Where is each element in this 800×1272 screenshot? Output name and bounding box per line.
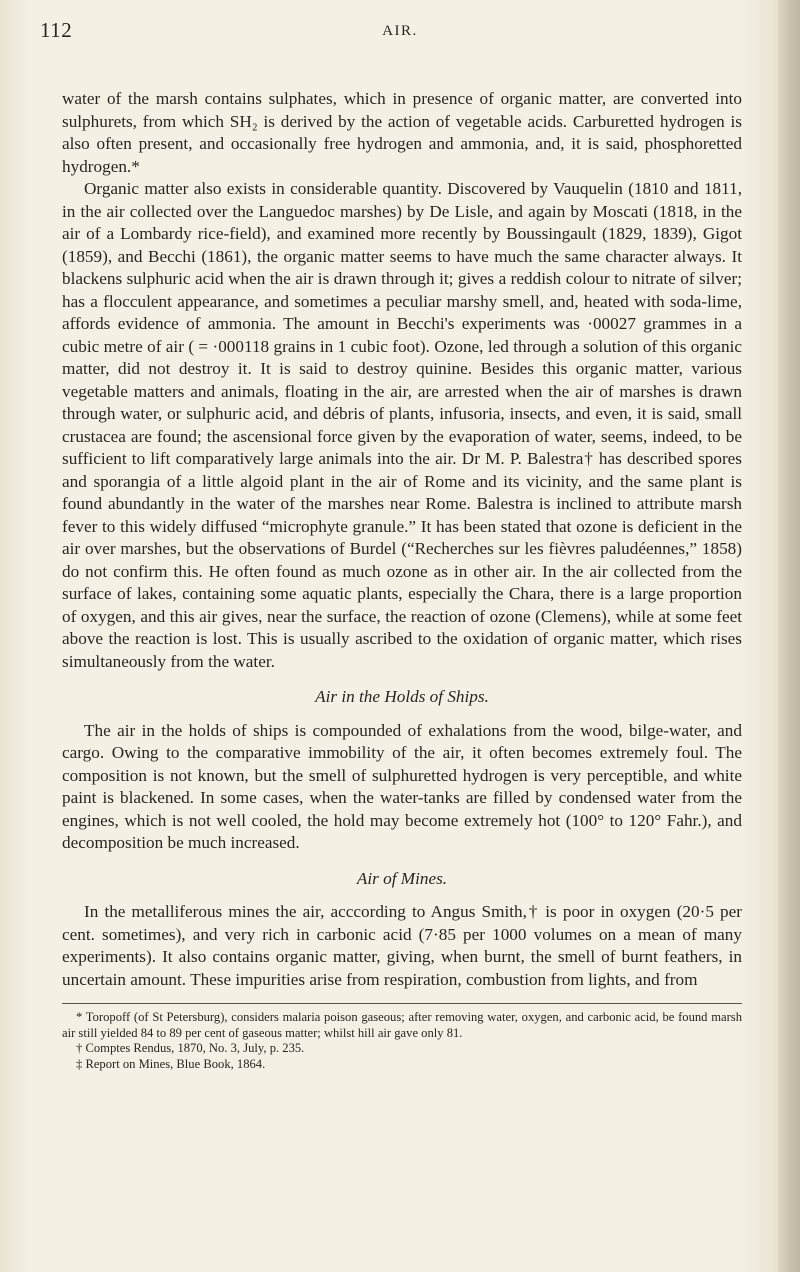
running-head: AIR. <box>382 23 418 39</box>
footnote-double-dagger: ‡ Report on Mines, Blue Book, 1864. <box>76 1056 266 1071</box>
section-heading-ship-holds: Air in the Holds of Ships. <box>315 687 489 706</box>
page-header <box>40 18 760 48</box>
section-heading-mines: Air of Mines. <box>356 868 448 888</box>
adjacent-page-edge <box>778 0 800 1272</box>
footnote-asterisk: * Toropoff (of St Petersburg), considers malaria poison gaseous; after removing water, oxygen, and carbonic acid, be found marsh air still yielded 84 to 89 per cent of gaseous matter; whilst hill air gave only 81. <box>62 1010 742 1040</box>
footnote-dagger: † Comptes Rendus, 1870, No. 3, July, p. 235. <box>76 1041 305 1055</box>
paragraph-marsh-gases: water of the marsh contains sulphates, which in presence of organic matter, are converted into sulphurets, from which SH₂ is derived by the action of vegetable acids. Carburetted hydrogen is also often present, and occasionally free hydrogen and ammonia, and, it is said, phosphoretted hydrogen.* <box>62 89 742 176</box>
paragraph-mines: In the metalliferous mines the air, acccording to Angus Smith,† is poor in oxygen (20·5 per cent. sometimes), and very rich in carbonic acid (7·85 per 1000 volumes on a mean of many experiments). It also contains organic matter, giving, when burnt, the smell of burnt feathers, in uncertain amount. These impurities arise from respiration, combustion from lights, and from <box>62 902 742 989</box>
paragraph-ship-holds: The air in the holds of ships is compounded of exhalations from the wood, bilge-water, and cargo. Owing to the comparative immobility of the air, it often becomes extremely foul. The composition is not known, but the smell of sulphuretted hydrogen is very perceptible, and white paint is blackened. In some cases, when the water-tanks are filled by condensed water from the engines, which is not well cooled, the hold may become extremely hot (100° to 120° Fahr.), and decomposition be much increased. <box>62 720 742 852</box>
page-body <box>62 88 742 1072</box>
footnote-divider <box>62 1003 742 1004</box>
footnotes <box>62 1010 742 1072</box>
page-number: 112 <box>40 18 73 42</box>
paragraph-organic-matter: Organic matter also exists in considerable quantity. Discovered by Vauquelin (1810 and 1811, in the air collected over the Languedoc marshes) by De Lisle, and again by Moscati (1818, in the air of a Lombardy rice-field), and examined more recently by Boussingault (1829, 1839), Gigot (1859), and Becchi (1861), the organic matter seems to have much the same character always. It blackens sulphuric acid when the air is drawn through it; gives a reddish colour to nitrate of silver; has a flocculent appearance, and sometimes a peculiar marshy smell, and, heated with soda-lime, affords evidence of ammonia. The amount in Becchi's experiments was ·00027 grammes in a cubic metre of air ( = ·000118 grains in 1 cubic foot). Ozone, led through a solution of this organic matter, did not destroy it. It is said to destroy quinine. Besides this organic matter, various vegetable matters and animals, floating in the air, are arrested when the air of marshes is drawn through water, or sulphuric acid, and débris of plants, infusoria, insects, and even, it is said, small crustacea are found; the ascensional force given by the evaporation of water, seems, indeed, to be sufficient to lift comparatively large animals into the air. Dr M. P. Balestra† has described spores and sporangia of a little algoid plant in the air of Rome and its vicinity, and the same plant is found abundantly in the water of the marshes near Rome. Balestra is inclined to attribute marsh fever to this widely diffused “microphyte granule.” It has been stated that ozone is deficient in the air over marshes, but the observations of Burdel (“Recherches sur les fièvres paludéennes,” 1858) do not confirm this. He often found as much ozone as in other air. In the air collected from the surface of lakes, containing some aquatic plants, especially the Chara, there is a large proportion of oxygen, and this air gives, near the surface, the reaction of ozone (Clemens), while at some feet above the reaction is lost. This is usually ascribed to the oxidation of organic matter, which rises simultaneously from the water. <box>62 179 742 671</box>
